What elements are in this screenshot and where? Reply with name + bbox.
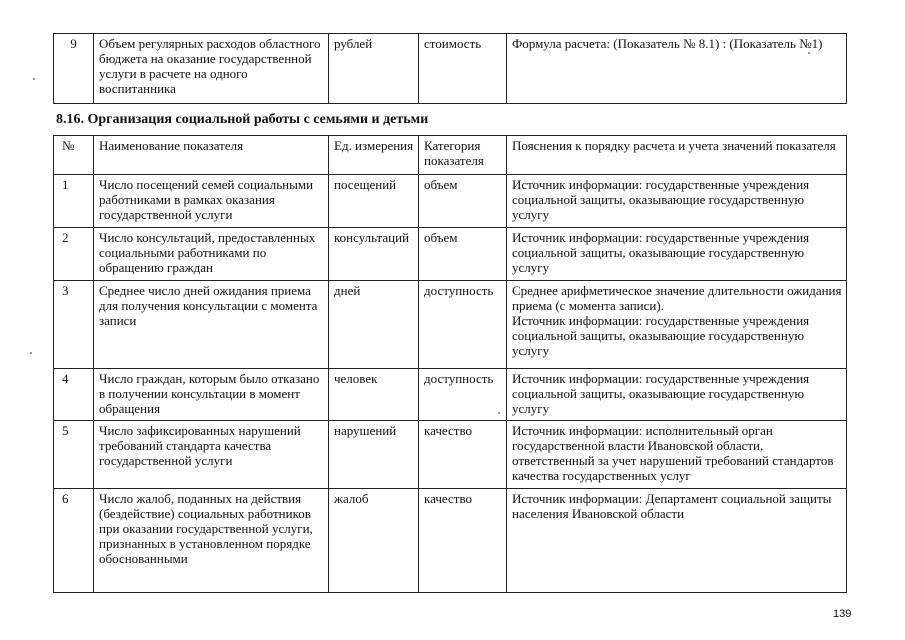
- calculation-note: Формула расчета: (Показатель № 8.1) : (Показатель №1): [507, 34, 847, 104]
- unit-of-measure: дней: [329, 281, 419, 369]
- indicator-name: Среднее число дней ожидания приема для получения консультации с момента записи: [94, 281, 329, 369]
- calculation-note: Источник информации: государственные учреждения социальной защиты, оказывающие государственную услугу: [507, 369, 847, 421]
- row-number: 4: [54, 369, 94, 421]
- previous-section-table: [53, 33, 847, 104]
- indicator-category: объем: [419, 175, 507, 228]
- indicator-name: Число посещений семей социальными работниками в рамках оказания государственной услуги: [94, 175, 329, 228]
- indicators-table: [53, 135, 847, 593]
- scan-speck: [808, 52, 810, 54]
- unit-of-measure: посещений: [329, 175, 419, 228]
- unit-of-measure: консультаций: [329, 228, 419, 281]
- unit-of-measure: рублей: [329, 34, 419, 104]
- header-unit: Ед. измерения: [329, 136, 419, 175]
- row-number: 2: [54, 228, 94, 281]
- indicator-category: объем: [419, 228, 507, 281]
- calculation-note: Источник информации: государственные учреждения социальной защиты, оказывающие государственную услугу: [507, 228, 847, 281]
- table-row: [54, 228, 847, 281]
- indicator-category: стоимость: [419, 34, 507, 104]
- indicator-name: Объем регулярных расходов областного бюджета на оказание государственной услуги в расчете на одного воспитанника: [94, 34, 329, 104]
- calculation-note: Источник информации: исполнительный орган государственной власти Ивановской области, ответственный за учет нарушений требований стандартов качества государственных услуг: [507, 421, 847, 489]
- unit-of-measure: нарушений: [329, 421, 419, 489]
- information-source: Источник информации: государственные учреждения социальной защиты, оказывающие государственную услугу: [512, 313, 810, 358]
- row-number: 9: [54, 34, 94, 104]
- row-number: 3: [54, 281, 94, 369]
- indicator-category: доступность: [419, 369, 507, 421]
- table-row: [54, 34, 847, 104]
- indicator-name: Число зафиксированных нарушений требований стандарта качества государственной услуги: [94, 421, 329, 489]
- table-header-row: [54, 136, 847, 175]
- calculation-note: Источник информации: Департамент социальной защиты населения Ивановской области: [507, 489, 847, 593]
- table-row: [54, 421, 847, 489]
- section-heading: 8.16. Организация социальной работы с семьями и детьми: [56, 112, 429, 127]
- scan-speck: [498, 412, 500, 414]
- header-category: Категория показателя: [419, 136, 507, 175]
- indicator-category: качество: [419, 421, 507, 489]
- scan-speck: [33, 78, 35, 80]
- indicator-category: доступность: [419, 281, 507, 369]
- row-number: 5: [54, 421, 94, 489]
- calculation-note: Источник информации: государственные учреждения социальной защиты, оказывающие государственную услугу: [507, 175, 847, 228]
- row-number: 6: [54, 489, 94, 593]
- indicator-category: качество: [419, 489, 507, 593]
- header-name: Наименование показателя: [94, 136, 329, 175]
- table-row: [54, 489, 847, 593]
- indicator-name: Число граждан, которым было отказано в получении консультации в момент обращения: [94, 369, 329, 421]
- header-note: Пояснения к порядку расчета и учета значений показателя: [507, 136, 847, 175]
- calculation-method: Среднее арифметическое значение длительности ожидания приема (с момента записи).: [512, 283, 842, 313]
- table-row: [54, 281, 847, 369]
- table-row: [54, 175, 847, 228]
- row-number: 1: [54, 175, 94, 228]
- scan-speck: [30, 352, 32, 354]
- calculation-note: [507, 281, 847, 369]
- table-row: [54, 369, 847, 421]
- header-number: №: [54, 136, 94, 175]
- indicator-name: Число жалоб, поданных на действия (бездействие) социальных работников при оказании государственной услуги, признанных в установленном порядке обоснованными: [94, 489, 329, 593]
- unit-of-measure: жалоб: [329, 489, 419, 593]
- indicator-name: Число консультаций, предоставленных социальными работниками по обращению граждан: [94, 228, 329, 281]
- unit-of-measure: человек: [329, 369, 419, 421]
- page-number: 139: [833, 608, 852, 620]
